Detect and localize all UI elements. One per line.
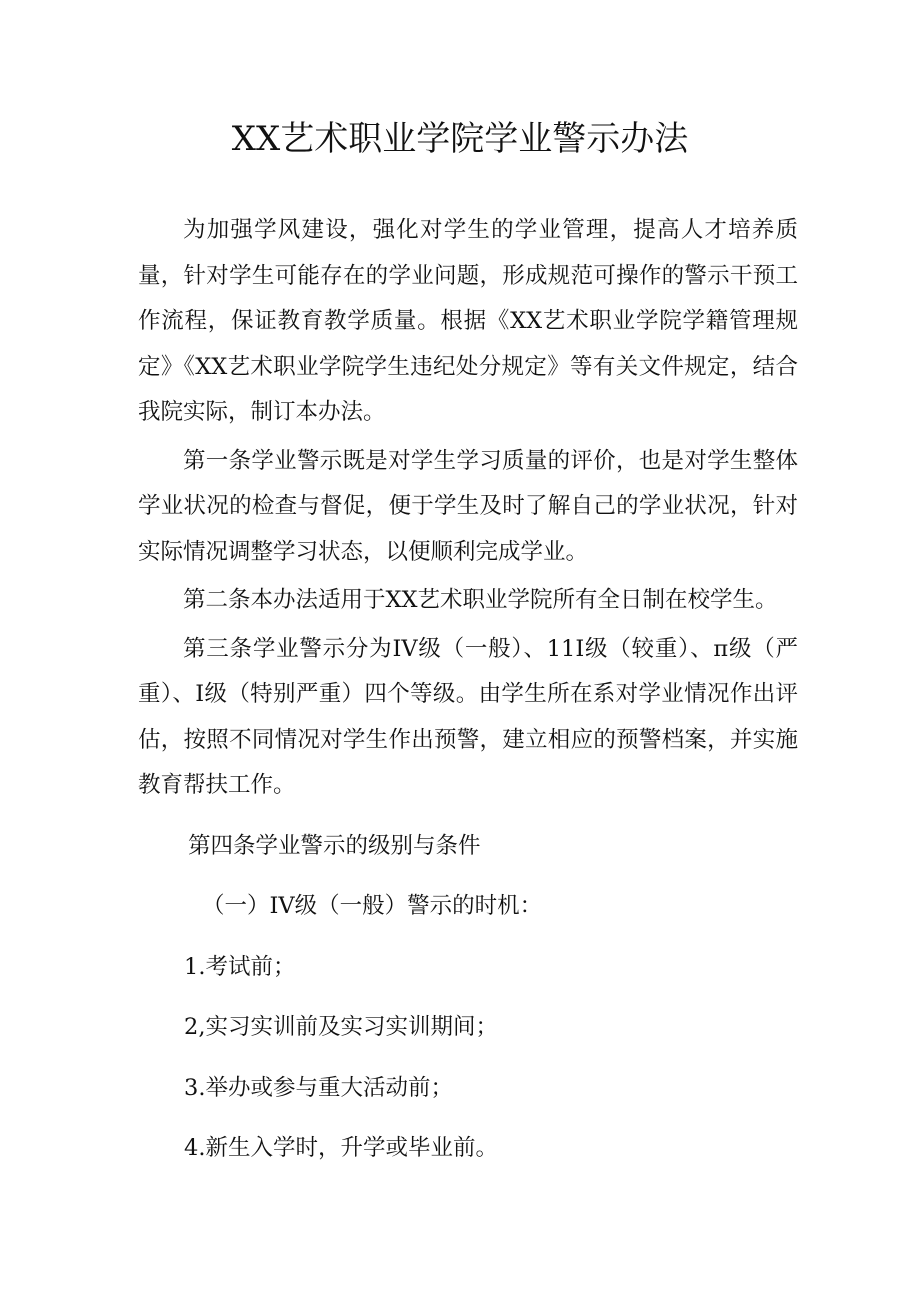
article-1-paragraph: 第一条学业警示既是对学生学习质量的评价，也是对学生整体学业状况的检查与督促，便于学生及时了解自己的学业状况，针对实际情况调整学习状态，以便顺利完成学业。	[138, 447, 798, 565]
article-2-paragraph: 第二条本办法适用于XX艺术职业学院所有全日制在校学生。	[183, 587, 778, 613]
article-3-paragraph: 第三条学业警示分为IV级（一般）、11I级（较重）、π级（严重）、I级（特别严重）四个等级。由学生所在系对学业情况作出评估，按照不同情况对学生作出预警，建立相应的预警档案，并实施教育帮扶工作。	[138, 635, 798, 798]
list-item: 3.举办或参与重大活动前；	[184, 1074, 453, 1101]
article-4-heading: 第四条学业警示的级别与条件	[188, 832, 481, 859]
document-body	[138, 208, 798, 1172]
list-item: 4.新生入学时，升学或毕业前。	[184, 1135, 498, 1161]
document-title: XX艺术职业学院学业警示办法	[231, 119, 689, 159]
intro-paragraph: 为加强学风建设，强化对学生的学业管理，提高人才培养质量，针对学生可能存在的学业问题，形成规范可操作的警示干预工作流程，保证教育教学质量。根据《XX艺术职业学院学籍管理规定》《XX艺术职业学院学生违纪处分规定》等有关文件规定，结合我院实际，制订本办法。	[138, 217, 798, 425]
subsection-1-heading: （一）IV级（一般）警示的时机：	[202, 893, 543, 919]
list-item: 2,实习实训前及实习实训期间；	[184, 1014, 498, 1040]
list-item: 1.考试前；	[184, 953, 296, 980]
